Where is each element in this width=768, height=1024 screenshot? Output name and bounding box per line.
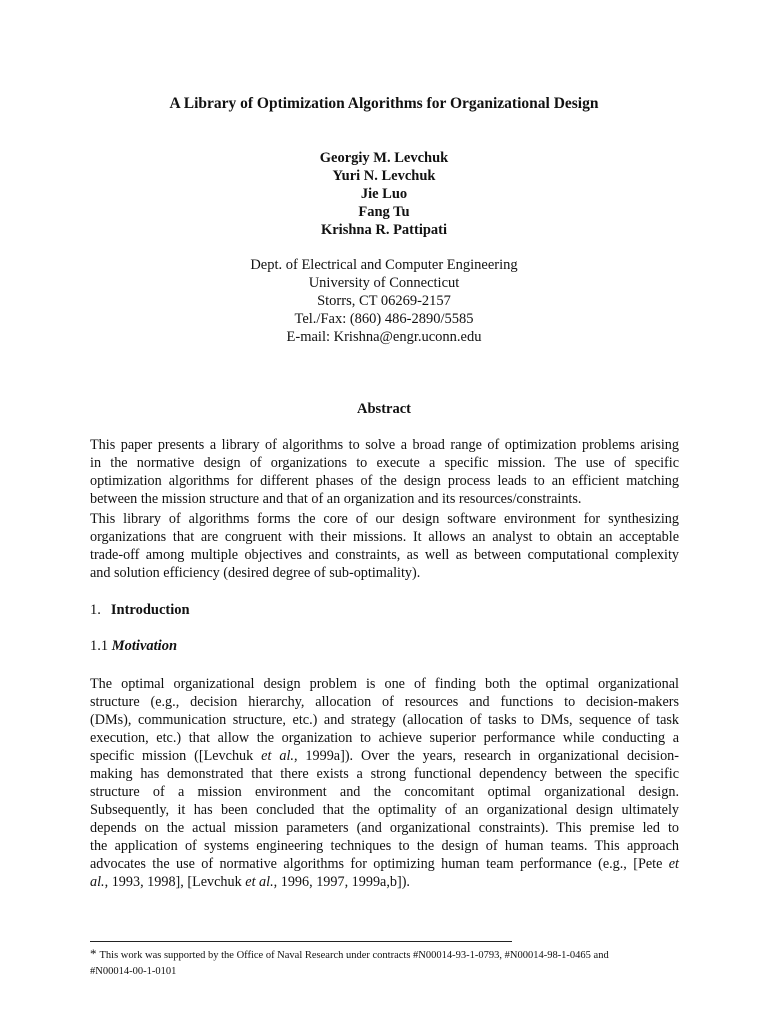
abstract-paragraph-2 <box>90 510 679 582</box>
citation-etal: et al. <box>261 748 294 764</box>
body-line: structure (e.g., decision hierarchy, allocation of resources and functions to decision-makers <box>90 694 679 710</box>
abstract-line: in the normative design of organizations to execute a specific mission. The use of specific <box>90 455 679 471</box>
subsection-heading-motivation <box>90 638 177 655</box>
abstract-paragraph-1 <box>90 436 679 508</box>
citation-etal: et al. <box>245 874 274 890</box>
author-name: Krishna R. Pattipati <box>320 222 448 238</box>
affiliation-university: University of Connecticut <box>308 275 460 291</box>
body-line: depends on the actual mission parameters (and organizational constraints). This premise led to <box>90 820 679 836</box>
body-text: specific mission ([Levchuk <box>90 748 262 764</box>
author-list <box>0 149 768 239</box>
body-line: execution, etc.) that allow the organization to achieve superior performance while conducting a <box>90 730 679 746</box>
motivation-paragraph <box>90 675 679 891</box>
section-number: 1. <box>90 602 101 618</box>
section-heading-introduction <box>90 602 190 619</box>
footnote-marker: * <box>90 946 97 961</box>
body-line <box>90 747 679 765</box>
footnote-line: #N00014-00-1-0101 <box>90 966 177 977</box>
citation-etal: al. <box>90 874 105 890</box>
abstract-line: optimization algorithms for different phases of the design process leads to an efficient matching <box>90 473 679 489</box>
affiliation-department: Dept. of Electrical and Computer Engineering <box>250 257 518 273</box>
abstract-line: organizations that are congruent with their missions. It allows an analyst to obtain an acceptable <box>90 529 679 545</box>
footnote-text: This work was supported by the Office of Naval Research under contracts #N00014-93-1-0793, #N00014-98-1-0465 and <box>99 950 609 961</box>
footnote-line <box>90 946 680 964</box>
body-line <box>90 873 679 891</box>
footnote-separator <box>90 941 512 942</box>
author-name: Yuri N. Levchuk <box>332 168 436 184</box>
section-title: Introduction <box>110 602 190 618</box>
author-name: Fang Tu <box>358 204 410 220</box>
citation-etal: et <box>668 856 679 872</box>
body-line: The optimal organizational design problem is one of finding both the optimal organizational <box>90 676 679 692</box>
footnote <box>90 946 680 980</box>
author-name: Jie Luo <box>360 186 408 202</box>
abstract-line: between the mission structure and that of an organization and its resources/constraints. <box>90 491 582 507</box>
affiliation-email: E-mail: Krishna@engr.uconn.edu <box>286 329 482 345</box>
abstract-line: trade-off among multiple objectives and constraints, as well as between computational complexity <box>90 547 679 563</box>
body-line: making has demonstrated that there exists a strong functional dependency between the specific <box>90 766 679 782</box>
body-line: the application of systems engineering techniques to the design of human teams. This approach <box>90 838 679 854</box>
abstract-heading: Abstract <box>357 401 411 417</box>
abstract-line: This paper presents a library of algorithms to solve a broad range of optimization problems arising <box>90 437 679 453</box>
body-text: , 1993, 1998], [Levchuk <box>104 874 246 890</box>
body-line: (DMs), communication structure, etc.) and strategy (allocation of tasks to DMs, sequence of task <box>90 712 679 728</box>
subsection-title: Motivation <box>111 638 178 654</box>
affiliation-block <box>0 256 768 346</box>
abstract-line: This library of algorithms forms the core of our design software environment for synthesizing <box>90 511 679 527</box>
body-line: Subsequently, it has been concluded that the optimality of an organizational design ultimately <box>90 802 679 818</box>
body-text: advocates the use of normative algorithms for optimizing human team performance (e.g., [Pete <box>90 856 669 872</box>
body-line <box>90 855 679 873</box>
body-text: , 1996, 1997, 1999a,b]). <box>273 874 410 890</box>
abstract-line: and solution efficiency (desired degree of sub-optimality). <box>90 565 421 581</box>
paper-title: A Library of Optimization Algorithms for Organizational Design <box>169 95 599 112</box>
author-name: Georgiy M. Levchuk <box>319 150 449 166</box>
subsection-number: 1.1 <box>90 638 109 654</box>
affiliation-phone: Tel./Fax: (860) 486-2890/5585 <box>294 311 474 327</box>
body-text: , 1999a]). Over the years, research in organizational decision- <box>293 748 680 764</box>
affiliation-address: Storrs, CT 06269-2157 <box>317 293 451 309</box>
body-line: structure of a mission environment and the concomitant optimal organizational design. <box>90 784 679 800</box>
